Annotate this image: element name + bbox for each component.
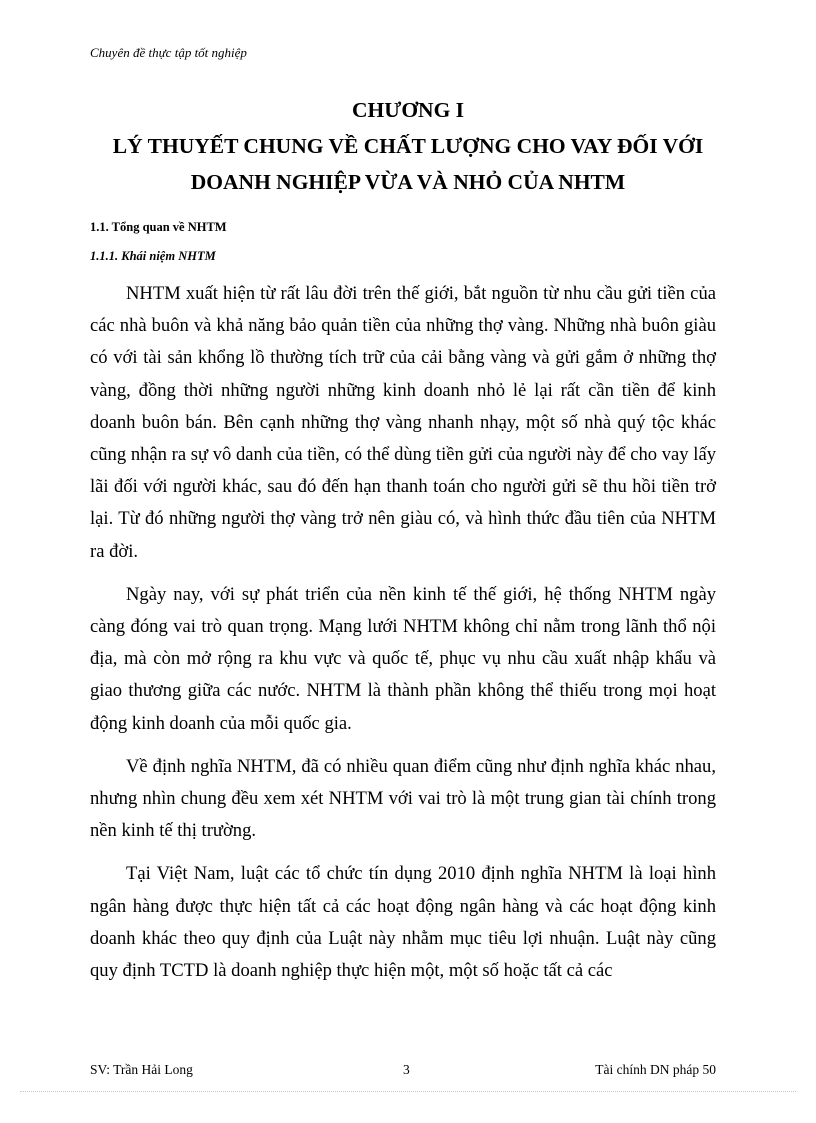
body-text — [90, 278, 716, 998]
section-heading: 1.1. Tổng quan về NHTM — [90, 220, 227, 234]
chapter-title-line-1: LÝ THUYẾT CHUNG VỀ CHẤT LƯỢNG CHO VAY ĐỐI VỚI — [112, 134, 704, 158]
chapter-title — [90, 92, 726, 200]
footer-class: Tài chính DN pháp 50 — [595, 1062, 716, 1077]
paragraph-3: Về định nghĩa NHTM, đã có nhiều quan điểm cũng như định nghĩa khác nhau, nhưng nhìn chung đều xem xét NHTM với vai trò là một trung gian tài chính trong nền kinh tế thị trường. — [90, 755, 716, 842]
page-number: 3 — [403, 1062, 410, 1077]
chapter-number: CHƯƠNG I — [351, 98, 465, 122]
paragraph-4: Tại Việt Nam, luật các tổ chức tín dụng 2010 định nghĩa NHTM là loại hình ngân hàng được thực hiện tất cả các hoạt động ngân hàng và các hoạt động kinh doanh khác theo quy định của Luật này nhằm mục tiêu lợi nhuận. Luật này cũng quy định TCTD là doanh nghiệp thực hiện một, một số hoặc tất cả các — [90, 863, 716, 982]
running-header: Chuyên đề thực tập tốt nghiệp — [90, 45, 247, 60]
paragraph-2: Ngày nay, với sự phát triển của nền kinh tế thế giới, hệ thống NHTM ngày càng đóng vai trò quan trọng. Mạng lưới NHTM không chỉ nằm trong lãnh thổ nội địa, mà còn mở rộng ra khu vực và quốc tế, phục vụ nhu cầu xuất nhập khẩu và giao thương giữa các nước. NHTM là thành phần không thể thiếu trong mọi hoạt động kinh doanh của mỗi quốc gia. — [90, 583, 716, 734]
footer-divider — [20, 1091, 796, 1092]
chapter-title-line-2: DOANH NGHIỆP VỪA VÀ NHỎ CỦA NHTM — [190, 170, 626, 194]
paragraph-1: NHTM xuất hiện từ rất lâu đời trên thế giới, bắt nguồn từ nhu cầu gửi tiền của các nhà buôn và khả năng bảo quản tiền của những thợ vàng. Những nhà buôn giàu có với tài sản khổng lồ thường tích trữ của cải bằng vàng và gửi gắm ở những thợ vàng, đồng thời những người những kinh doanh nhỏ lẻ lại rất cần tiền để kinh doanh buôn bán. Bên cạnh những thợ vàng nhanh nhạy, một số nhà quý tộc khác cũng nhận ra sự vô danh của tiền, có thể dùng tiền gửi của người này để cho vay lấy lãi đối với người khác, sau đó đến hạn thanh toán cho người gửi sẽ thu hồi tiền trở lại. Từ đó những người thợ vàng trở nên giàu có, và hình thức đầu tiên của NHTM ra đời. — [90, 283, 716, 562]
subsection-heading: 1.1.1. Khái niệm NHTM — [90, 249, 216, 263]
footer-student: SV: Trần Hải Long — [90, 1062, 193, 1077]
